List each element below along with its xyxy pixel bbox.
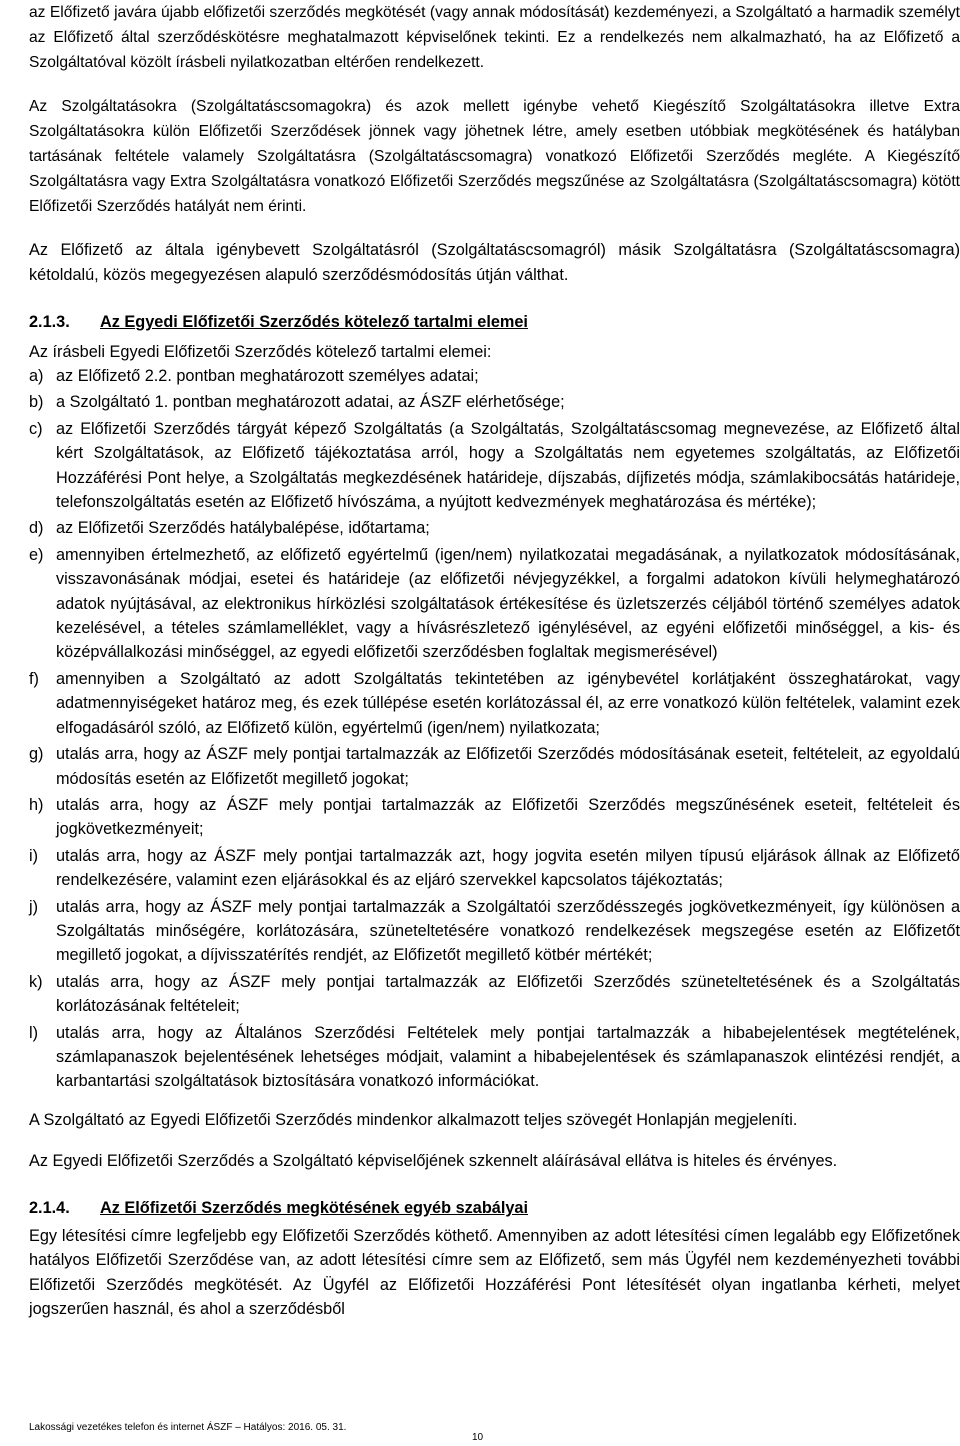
list-marker: l) [29,1023,39,1042]
section-heading-2-1-3 [29,310,960,335]
paragraph-additional-services: Az Szolgáltatásokra (Szolgáltatáscsomagokra) és azok mellett igénybe vehető Kiegészítő Szolgáltatásokra illetve Extra Szolgáltatásokra külön Előfizetői Szerződések jönnek vagy jöhetnek létre, amely esetben utóbbiak megkötésének és hatályban tartásának feltétele valamely Szolgáltatásra (Szolgáltatáscsomagra) vonatkozó Előfizetői Szerződés megléte. A Kiegészítő Szolgáltatásra vagy Extra Szolgáltatásra vonatkozó Előfizetői Szerződés megszűnése az Szolgáltatásra (Szolgáltatáscsomagra) kötött Előfizetői Szerződés hatályát nem érinti. [29,98,960,215]
paragraph-scanned-signature: Az Egyedi Előfizetői Szerződés a Szolgáltató képviselőjének szkennelt aláírásával ellátva is hiteles és érvényes. [29,1151,838,1170]
list-item-text: utalás arra, hogy az ÁSZF mely pontjai tartalmazzák a Szolgáltatói szerződésszegés jogkövetkezményeit, így különösen a Szolgáltatás minőségére, korlátozására, szüneteltetésére vonatkozó rendelkezések megszegése esetén az Előfizetőt megillető jogokat, a díjvisszatérítés rendjét, az Előfizetőt megillető kötbér mértékét; [56,897,960,965]
list-item [29,667,960,740]
paragraph-website-publication: A Szolgáltató az Egyedi Előfizetői Szerződés mindenkor alkalmazott teljes szövegét Honlapján megjeleníti. [29,1110,798,1129]
list-marker: e) [29,545,44,564]
page-number: 10 [472,1432,484,1443]
list-item-text: utalás arra, hogy az ÁSZF mely pontjai tartalmazzák azt, hogy jogvita esetén milyen típusú eljárások állnak az Előfizető rendelkezésére, valamint ezen eljárásokkal és az eljáró szervekkel kapcsolatos tájékoztatás; [56,846,960,890]
list-marker: j) [29,897,39,916]
list-marker: a) [29,367,44,385]
section-intro: Az írásbeli Egyedi Előfizetői Szerződés kötelező tartalmi elemei: [29,343,492,361]
list-item [29,895,960,968]
list-item-text: a Szolgáltató 1. pontban meghatározott adatai, az ÁSZF elérhetősége; [56,393,565,412]
section-title: Az Előfizetői Szerződés megkötésének egyéb szabályai [100,1198,528,1217]
required-elements-list [29,364,960,1094]
list-item [29,417,960,515]
list-item [29,516,960,540]
document-page [29,0,960,1338]
list-item [29,1021,960,1094]
list-item [29,742,960,791]
list-item-text: amennyiben a Szolgáltató az adott Szolgáltatás tekintetében az igénybevétel korlátjaként összeghatárokat, vagy adatmennyiségeket határoz meg, és ezek túllépése esetén korlátozással él, az erre vonatkozó külön feltételek, valamint ezek elfogadásáról szóló, az Előfizető külön, egyértelmű (igen/nem) nyilatkozata; [56,669,960,737]
list-item [29,844,960,893]
list-marker: g) [29,745,44,764]
list-marker: h) [29,795,44,814]
list-item-text: utalás arra, hogy az ÁSZF mely pontjai tartalmazzák az Előfizetői Szerződés módosításának eseteit, feltételeit, az egyoldalú módosítás esetén az Előfizetőt megillető jogokat; [56,745,960,788]
page-footer: Lakossági vezetékes telefon és internet ÁSZF – Hatályos: 2016. 05. 31. [29,1422,347,1433]
list-marker: d) [29,519,44,538]
paragraph-service-switch: Az Előfizető az általa igénybevett Szolgáltatásról (Szolgáltatáscsomagról) másik Szolgáltatásra (Szolgáltatáscsomagra) kétoldalú, közös megegyezésen alapuló szerződésmódosítás útján válthat. [29,241,960,284]
list-item-text: utalás arra, hogy az Általános Szerződési Feltételek mely pontjai tartalmazzák a hibabejelentések megtételének, számlapanaszok bejelentésének lehetséges módjait, valamint a hibabejelentések és számlapanaszok elintézési rendjét, a karbantartási szolgáltatások biztosítására vonatkozó információkat. [56,1023,960,1091]
list-item [29,543,960,665]
section-title: Az Egyedi Előfizetői Szerződés kötelező tartalmi elemei [100,313,528,331]
list-item-text: amennyiben értelmezhető, az előfizető egyértelmű (igen/nem) nyilatkozatai megadásának, a nyilatkozatok módosításának, visszavonásának módjai, esetei és határideje (az előfizetői névjegyzékkel, a forgalmi adatokon kívüli helymeghatározó adatok nyújtásával, az elektronikus hírközlési szolgáltatások értékesítése és üzletszerzés céljából történő személyes adatok kezelésével, a tételes számlamelléklet, vagy a hívásrészletező igénylésével, az egyéni előfizetői minőséggel, a kis- és középvállalkozási minőséggel, az egyedi előfizetői szerződésben foglaltak megismerésével) [56,545,960,662]
list-item [29,970,960,1019]
list-marker: k) [29,972,43,991]
list-item-text: utalás arra, hogy az ÁSZF mely pontjai tartalmazzák az Előfizetői Szerződés szüneteltetésének és a Szolgáltatás korlátozásának feltételeit; [56,972,960,1016]
list-marker: i) [29,846,39,865]
list-item [29,390,960,414]
section-heading-2-1-4 [29,1196,960,1221]
list-marker: f) [29,669,39,688]
section-body: Egy létesítési címre legfeljebb egy Előfizetői Szerződés köthető. Amennyiben az adott létesítési címen legalább egy Előfizetőnek hatályos Előfizetői Szerződése van, az adott létesítési címre sem az Előfizető, sem más Ügyfél nem kezdeményezheti további Előfizetői Szerződés megkötését. Az Ügyfél az Előfizetői Hozzáférési Pont létesítését olyan ingatlanba kérheti, melyet jogszerűen használ, és ahol a szerződésből [29,1226,960,1318]
list-item-text: az Előfizetői Szerződés hatálybalépése, időtartama; [56,519,430,538]
list-item-text: az Előfizetői Szerződés tárgyát képező Szolgáltatás (a Szolgáltatás, Szolgáltatáscsomag megnevezése, az Előfizető által kért Szolgáltatások, az Előfizető tájékoztatása arról, hogy a Szolgáltatás nem egyetemes szolgáltatás, az Előfizetői Hozzáférési Pont helye, a Szolgáltatás megkezdésének határideje, díjszabás, díjfizetés módja, számlakibocsátás határideje, telefonszolgáltatás esetén az Előfizető hívószáma, a nyújtott kedvezmények meghatározása és mértéke); [56,419,960,512]
list-item-text: utalás arra, hogy az ÁSZF mely pontjai tartalmazzák az Előfizetői Szerződés megszűnésének eseteit, feltételeit és jogkövetkezményeit; [56,795,960,839]
list-marker: c) [29,419,43,438]
paragraph-continuation: az Előfizető javára újabb előfizetői szerződés megkötését (vagy annak módosítását) kezdeményezi, a Szolgáltató a harmadik személyt az Előfizető által szerződéskötésre meghatalmazott képviselőnek tekinti. Ez a rendelkezés nem alkalmazható, ha az Előfizető a Szolgáltatóval közölt írásbeli nyilatkozatban eltérően rendelkezett. [29,4,960,71]
section-number: 2.1.4. [29,1198,70,1217]
list-item-text: az Előfizető 2.2. pontban meghatározott személyes adatai; [56,367,479,385]
list-item [29,364,960,388]
section-number: 2.1.3. [29,313,70,331]
list-item [29,793,960,842]
list-marker: b) [29,393,44,412]
